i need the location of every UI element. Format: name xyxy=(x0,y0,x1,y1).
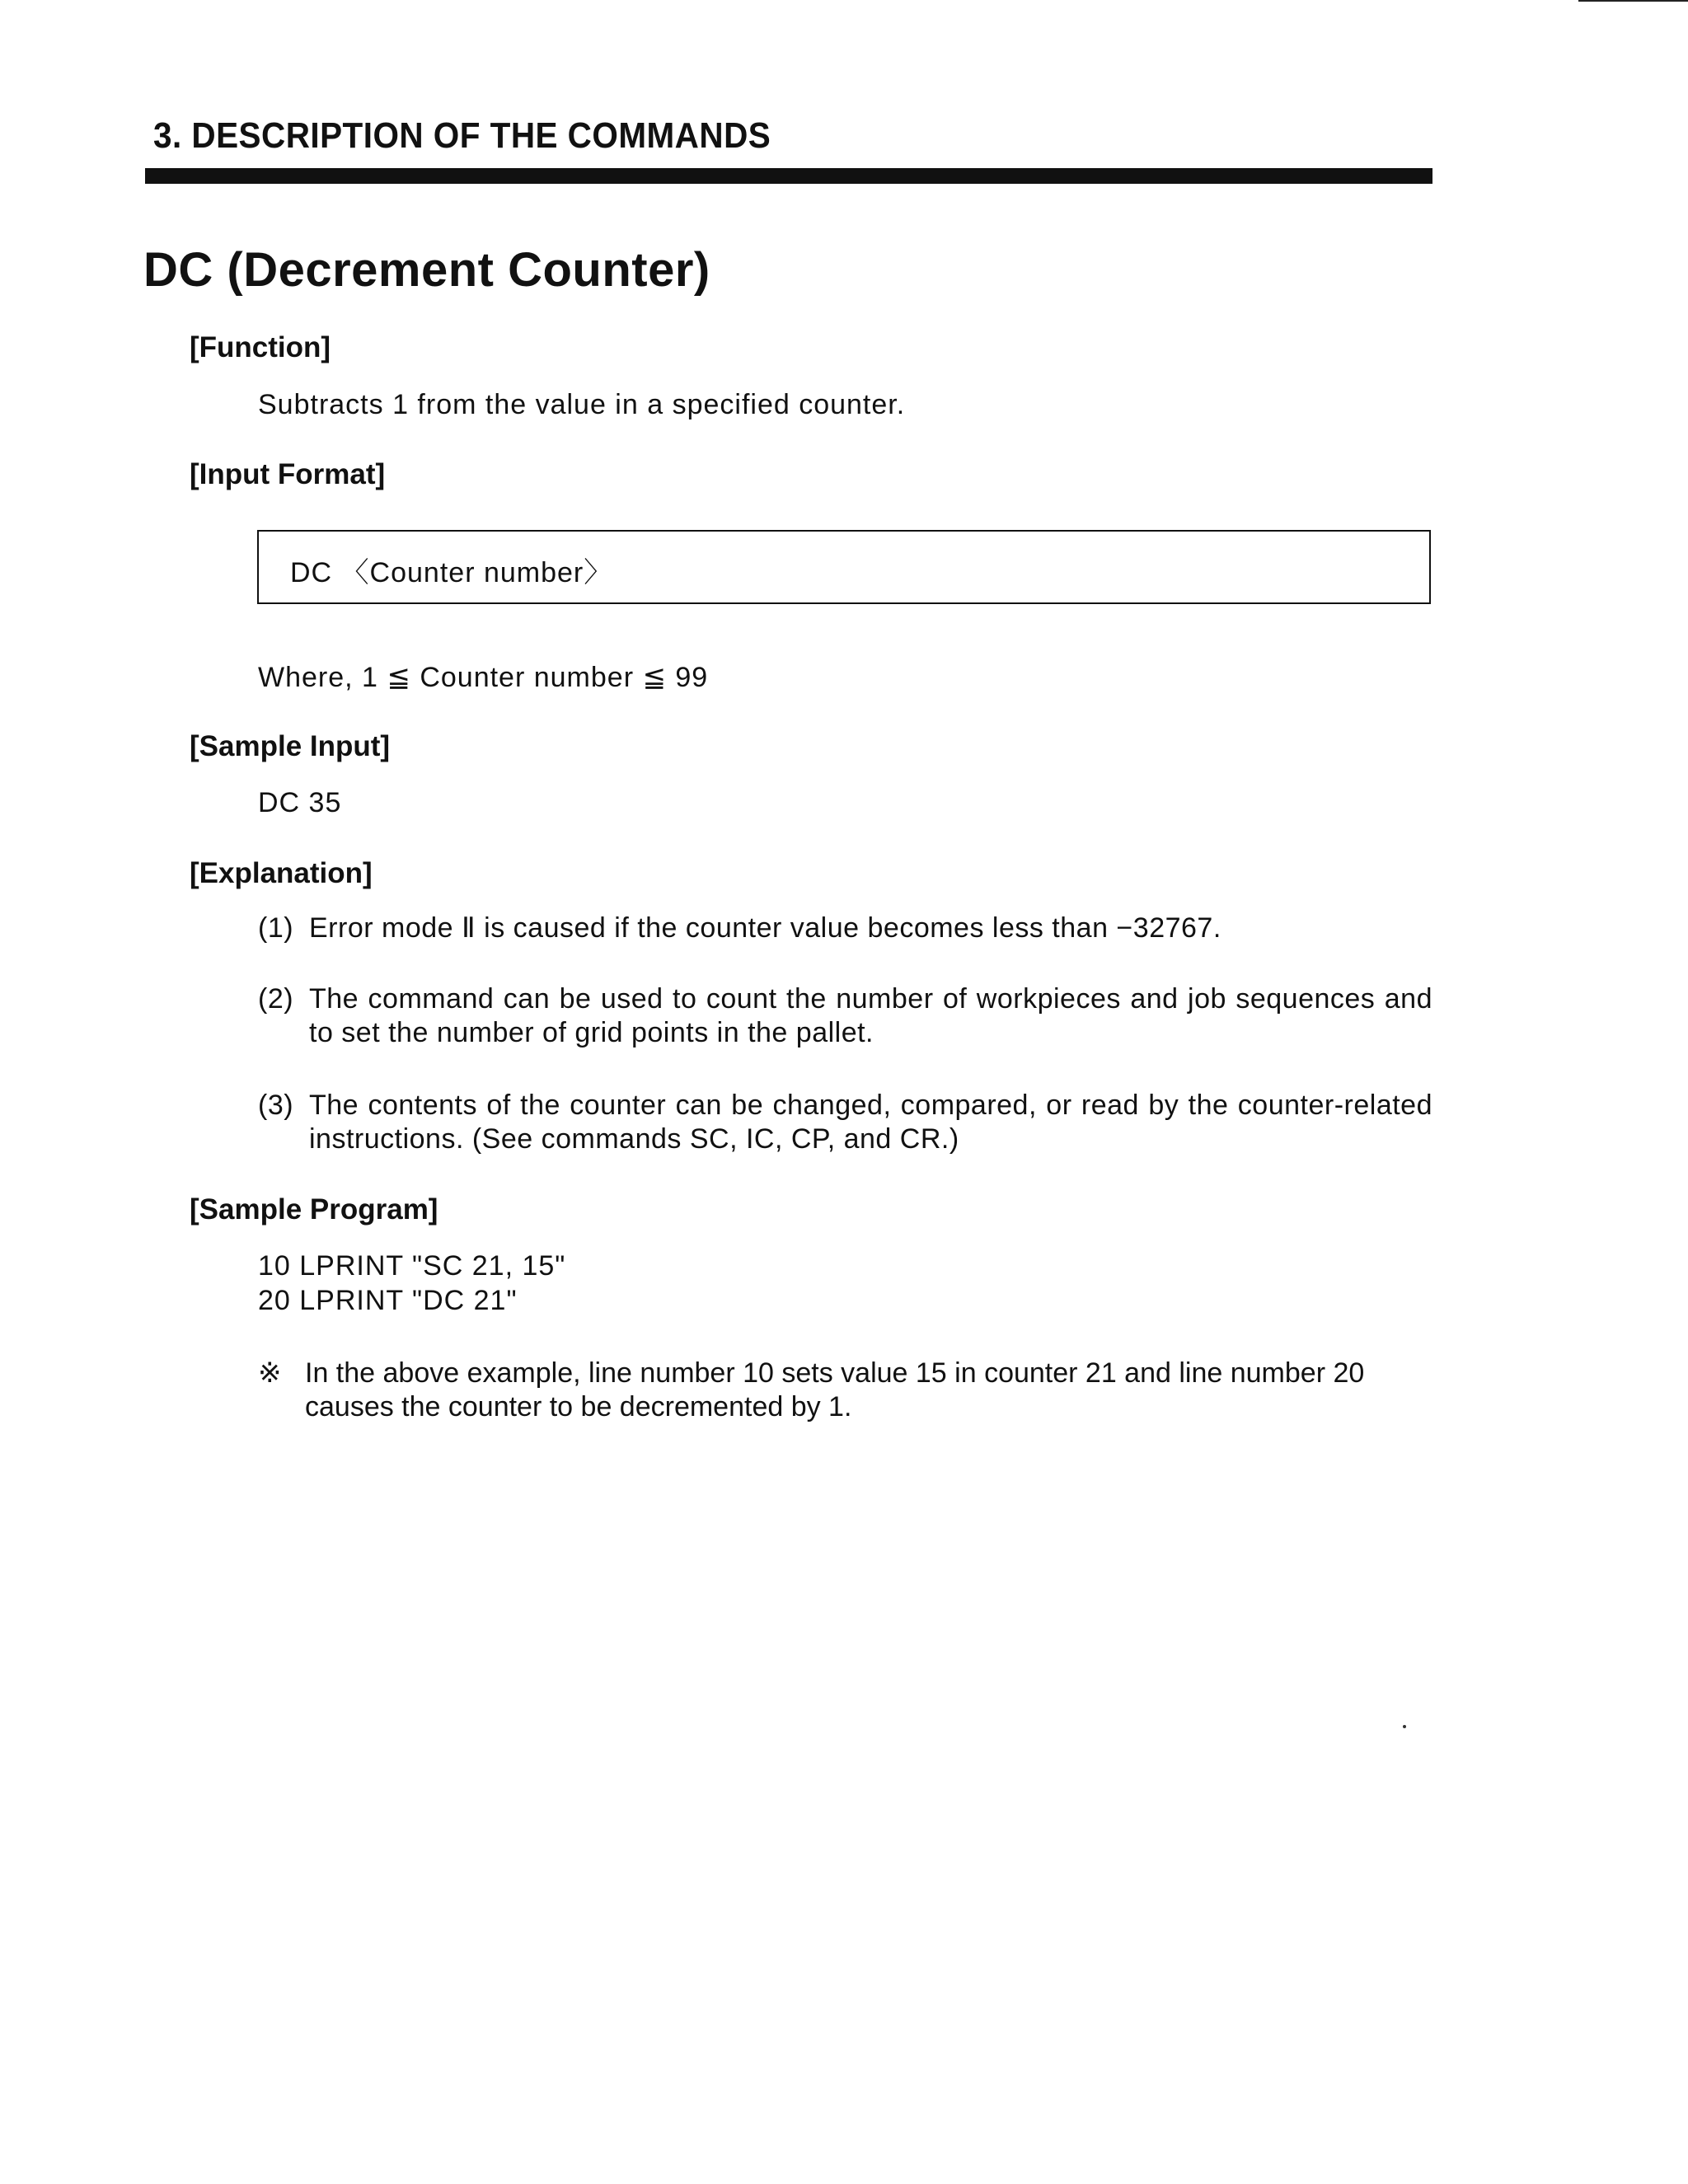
explanation-item-number: (3) xyxy=(258,1090,294,1121)
function-heading: [Function] xyxy=(190,331,331,363)
explanation-item-text: The command can be used to count the number of workpieces and job sequences and to set the number of grid points in the pallet. xyxy=(309,983,1432,1048)
explanation-heading: [Explanation] xyxy=(190,857,373,889)
input-format-where: Where, 1 ≦ Counter number ≦ 99 xyxy=(258,662,709,693)
input-format-heading: [Input Format] xyxy=(190,458,386,490)
explanation-item-number: (2) xyxy=(258,983,294,1015)
explanation-item-text: The contents of the counter can be changed, compared, or read by the counter-related instructions. (See commands SC, IC, CP, and CR.) xyxy=(309,1090,1432,1155)
note-mark: ※ xyxy=(258,1357,282,1389)
input-format-text: DC 〈Counter number〉 xyxy=(290,557,613,588)
sample-program-line: 20 LPRINT "DC 21" xyxy=(258,1285,518,1316)
explanation-item xyxy=(258,982,1432,1050)
explanation-item-number: (1) xyxy=(258,912,294,944)
section-header: 3. DESCRIPTION OF THE COMMANDS xyxy=(153,115,771,156)
input-format-box xyxy=(257,530,1431,604)
sample-input-text: DC 35 xyxy=(258,787,342,818)
header-rule xyxy=(145,168,1432,184)
sample-program-note xyxy=(258,1357,1432,1424)
corner-rule xyxy=(1578,0,1688,2)
page-title: DC (Decrement Counter) xyxy=(143,243,710,297)
explanation-item-text: Error mode Ⅱ is caused if the counter value becomes less than −32767. xyxy=(309,912,1221,944)
sample-input-heading: [Sample Input] xyxy=(190,730,391,762)
scan-speck xyxy=(1403,1725,1406,1728)
explanation-item xyxy=(258,1089,1432,1156)
note-text: In the above example, line number 10 sets value 15 in counter 21 and line number 20 causes the counter to be decremented by 1. xyxy=(305,1357,1365,1422)
function-text: Subtracts 1 from the value in a specified counter. xyxy=(258,389,906,420)
sample-program-heading: [Sample Program] xyxy=(190,1193,438,1226)
explanation-item xyxy=(258,912,1432,945)
sample-program-line: 10 LPRINT "SC 21, 15" xyxy=(258,1250,566,1282)
